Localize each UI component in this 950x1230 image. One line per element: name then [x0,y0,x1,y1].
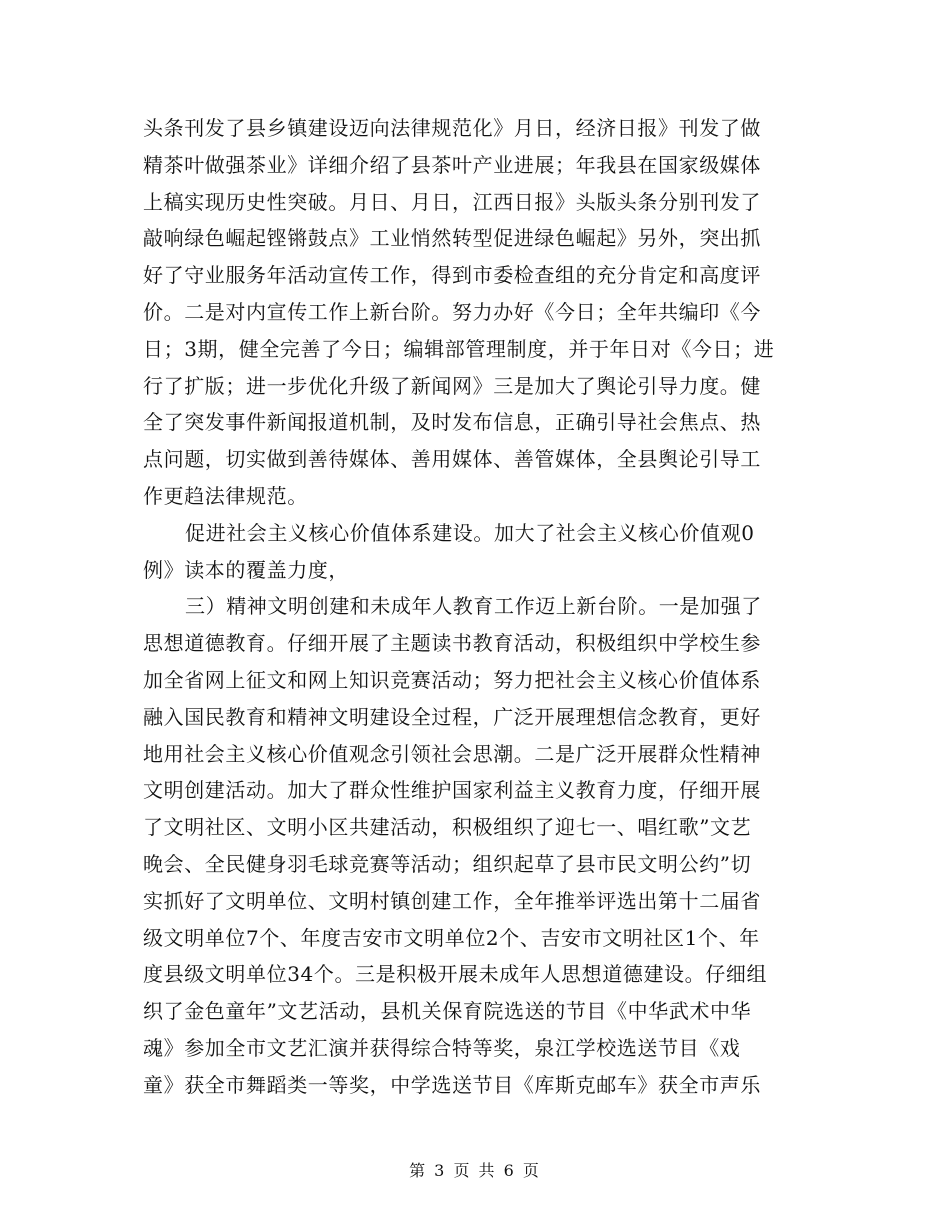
text-line: 头条刊发了县乡镇建设迈向法律规范化》月日，经济日报》刊发了做 [143,116,761,140]
page-number-footer: 第 3 页 共 6 页 [409,1161,541,1180]
text-line: 级文明单位7个、年度吉安市文明单位2个、吉安市文明社区1个、年 [143,925,760,950]
text-line: 晚会、全民健身羽毛球竞赛等活动；组织起草了县市民文明公约”切 [143,851,752,876]
text-line: 童》获全市舞蹈类一等奖，中学选送节目《库斯克邮车》获全市声乐 [143,1072,761,1097]
text-line: 织了金色童年”文艺活动，县机关保育院选送的节目《中华武术中华 [143,999,752,1024]
paragraph-first-line: 促进社会主义核心价值体系建设。加大了社会主义核心价值观0 [185,520,755,545]
text-line: 作更趋法律规范。 [143,483,308,508]
text-line: 加全省网上征文和网上知识竞赛活动；努力把社会主义核心价值体系 [143,667,761,692]
document-body [143,110,805,1104]
text-line: 精茶叶做强茶业》详细介绍了县茶叶产业进展；年我县在国家级媒体 [143,152,761,177]
text-line: 点问题，切实做到善待媒体、善用媒体、善管媒体，全县舆论引导工 [143,447,761,472]
text-line: 行了扩版；进一步优化升级了新闻网》三是加大了舆论引导力度。健 [143,373,761,398]
text-line: 全了突发事件新闻报道机制，及时发布信息，正确引导社会焦点、热 [143,410,761,435]
text-line: 魂》参加全市文艺汇演并获得综合特等奖，泉江学校选送节目《戏 [143,1035,741,1060]
text-line: 了文明社区、文明小区共建活动，积极组织了迎七一、唱红歌”文艺 [143,815,752,840]
text-line: 敲响绿色崛起铿锵鼓点》工业悄然转型促进绿色崛起》另外，突出抓 [143,226,761,251]
text-line: 日；3期，健全完善了今日；编辑部管理制度，并于年日对《今日；进 [143,336,775,361]
text-line: 地用社会主义核心价值观念引领社会思潮。二是广泛开展群众性精神 [143,741,761,766]
text-line: 例》读本的覆盖力度， [143,557,349,582]
text-line: 思想道德教育。仔细开展了主题读书教育活动，积极组织中学校生参 [143,631,761,656]
text-line: 融入国民教育和精神文明建设全过程，广泛开展理想信念教育，更好 [143,704,761,729]
text-line: 度县级文明单位34个。三是积极开展未成年人思想道德建设。仔细组 [143,962,768,987]
text-line: 实抓好了文明单位、文明村镇创建工作，全年推举评选出第十二届省 [143,888,761,913]
text-line: 文明创建活动。加大了群众性维护国家利益主义教育力度，仔细开展 [143,778,761,803]
text-line: 好了守业服务年活动宣传工作，得到市委检查组的充分肯定和高度评 [143,263,761,288]
text-line: 价。二是对内宣传工作上新台阶。努力办好《今日；全年共编印《今 [143,299,761,324]
paragraph-first-line: 三）精神文明创建和未成年人教育工作迈上新台阶。一是加强了 [185,594,762,619]
text-line: 上稿实现历史性突破。月日、月日，江西日报》头版头条分别刊发了 [143,189,761,214]
